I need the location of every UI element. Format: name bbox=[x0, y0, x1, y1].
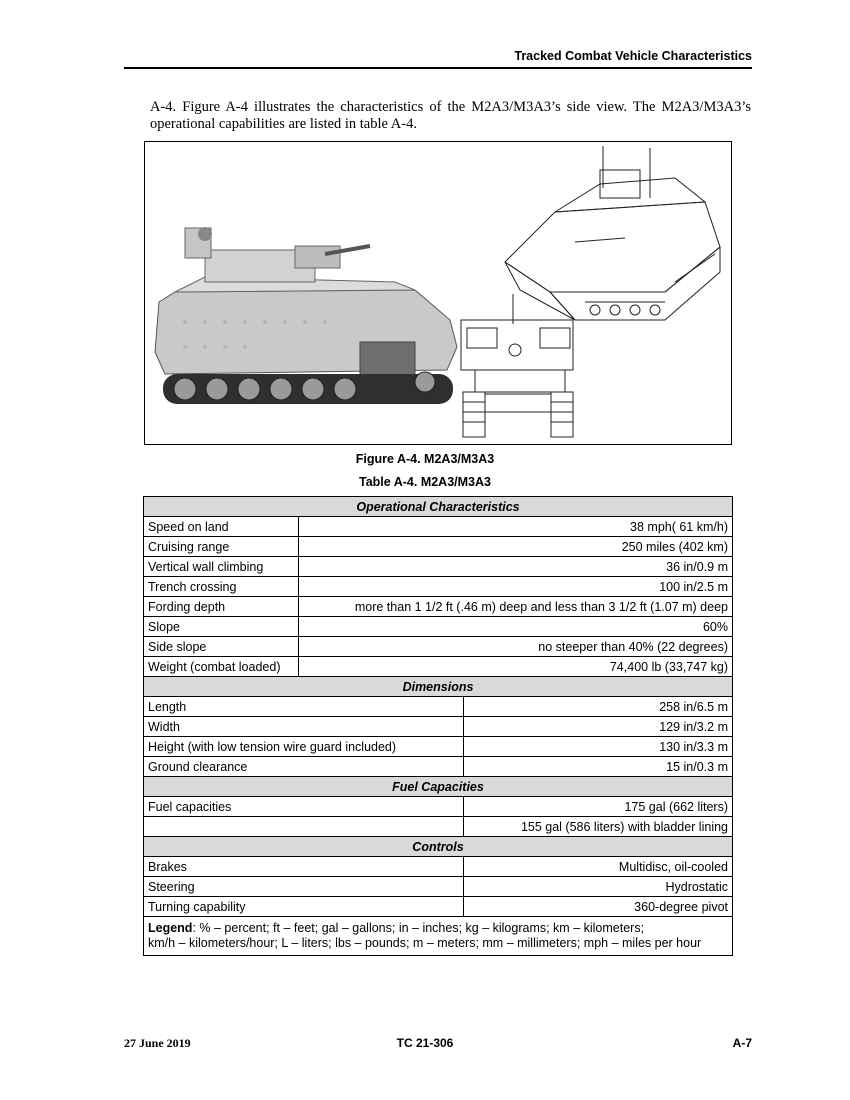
vehicle-figure bbox=[144, 141, 732, 445]
row-label: Brakes bbox=[144, 857, 464, 877]
row-label: Side slope bbox=[144, 637, 299, 657]
row-value: no steeper than 40% (22 degrees) bbox=[299, 637, 733, 657]
table-row bbox=[144, 517, 733, 537]
row-label: Weight (combat loaded) bbox=[144, 657, 299, 677]
row-value: 155 gal (586 liters) with bladder lining bbox=[464, 817, 733, 837]
m2a3-vehicle-illustration bbox=[145, 142, 731, 444]
row-value: 130 in/3.3 m bbox=[464, 737, 733, 757]
row-label: Turning capability bbox=[144, 897, 464, 917]
row-label: Width bbox=[144, 717, 464, 737]
row-value: Multidisc, oil-cooled bbox=[464, 857, 733, 877]
table-row bbox=[144, 537, 733, 557]
row-value: 60% bbox=[299, 617, 733, 637]
legend-line-1: : % – percent; ft – feet; gal – gallons; in – inches; kg – kilograms; km – kilometers; bbox=[192, 921, 645, 935]
table-caption: Table A-4. M2A3/M3A3 bbox=[359, 475, 491, 489]
row-value: 360-degree pivot bbox=[464, 897, 733, 917]
row-label: Trench crossing bbox=[144, 577, 299, 597]
table-row bbox=[144, 637, 733, 657]
specifications-table bbox=[143, 496, 733, 956]
table-row bbox=[144, 697, 733, 717]
row-label: Fuel capacities bbox=[144, 797, 464, 817]
table-row bbox=[144, 717, 733, 737]
table-row bbox=[144, 617, 733, 637]
section-heading: Controls bbox=[144, 837, 733, 857]
legend-label: Legend bbox=[148, 921, 193, 935]
table-row bbox=[144, 797, 733, 817]
row-label: Slope bbox=[144, 617, 299, 637]
table-row bbox=[144, 857, 733, 877]
table-row bbox=[144, 817, 733, 837]
footer-page-number: A-7 bbox=[732, 1036, 752, 1050]
table-row bbox=[144, 657, 733, 677]
isometric-view-drawing bbox=[505, 146, 720, 320]
row-value: 15 in/0.3 m bbox=[464, 757, 733, 777]
section-row bbox=[144, 777, 733, 797]
row-label: Speed on land bbox=[144, 517, 299, 537]
row-label: Cruising range bbox=[144, 537, 299, 557]
section-row bbox=[144, 497, 733, 517]
row-label: Fording depth bbox=[144, 597, 299, 617]
row-value: 175 gal (662 liters) bbox=[464, 797, 733, 817]
table-row bbox=[144, 597, 733, 617]
table-row bbox=[144, 737, 733, 757]
row-label bbox=[144, 817, 464, 837]
table-legend bbox=[144, 917, 733, 956]
row-label: Height (with low tension wire guard included) bbox=[144, 737, 464, 757]
row-label: Ground clearance bbox=[144, 757, 464, 777]
row-value: 74,400 lb (33,747 kg) bbox=[299, 657, 733, 677]
section-heading: Fuel Capacities bbox=[144, 777, 733, 797]
footer-date: 27 June 2019 bbox=[124, 1036, 191, 1050]
row-value: more than 1 1/2 ft (.46 m) deep and less than 3 1/2 ft (1.07 m) deep bbox=[299, 597, 733, 617]
table-row bbox=[144, 897, 733, 917]
legend-line-2: km/h – kilometers/hour; L – liters; lbs – pounds; m – meters; mm – millimeters; mph – miles per hour bbox=[148, 936, 702, 950]
table-row bbox=[144, 577, 733, 597]
row-value: 250 miles (402 km) bbox=[299, 537, 733, 557]
row-value: 38 mph( 61 km/h) bbox=[299, 517, 733, 537]
side-view-vehicle bbox=[155, 227, 457, 404]
footer-doc-number: TC 21-306 bbox=[396, 1036, 454, 1050]
section-heading: Dimensions bbox=[144, 677, 733, 697]
row-value: 258 in/6.5 m bbox=[464, 697, 733, 717]
front-view-drawing bbox=[461, 294, 573, 437]
row-label: Length bbox=[144, 697, 464, 717]
section-row bbox=[144, 677, 733, 697]
row-value: 36 in/0.9 m bbox=[299, 557, 733, 577]
intro-paragraph: A-4. Figure A-4 illustrates the characteristics of the M2A3/M3A3’s side view. The M2A3/M3A3’s operational capabilities are listed in table A-4. bbox=[150, 99, 751, 132]
table-row bbox=[144, 757, 733, 777]
row-value: Hydrostatic bbox=[464, 877, 733, 897]
section-row bbox=[144, 837, 733, 857]
row-label: Vertical wall climbing bbox=[144, 557, 299, 577]
table-row bbox=[144, 877, 733, 897]
row-value: 100 in/2.5 m bbox=[299, 577, 733, 597]
section-heading: Operational Characteristics bbox=[144, 497, 733, 517]
table-row bbox=[144, 557, 733, 577]
legend-row bbox=[144, 917, 733, 956]
row-value: 129 in/3.2 m bbox=[464, 717, 733, 737]
running-header: Tracked Combat Vehicle Characteristics bbox=[124, 49, 752, 69]
row-label: Steering bbox=[144, 877, 464, 897]
figure-caption: Figure A-4. M2A3/M3A3 bbox=[355, 452, 495, 466]
